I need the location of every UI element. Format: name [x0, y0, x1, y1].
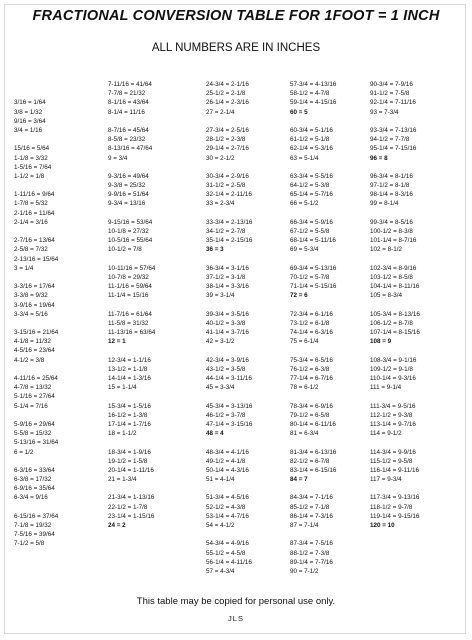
conversion-entry: 33-3/4 = 2-13/16: [206, 218, 253, 226]
row-spacer: [290, 484, 336, 493]
conversion-entry: 52-1/2 = 4-3/8: [206, 503, 246, 511]
conversion-entry: 72-3/4 = 6-1/16: [290, 310, 333, 318]
row-spacer: [290, 392, 336, 401]
conversion-entry: 110-1/4 = 9-3/16: [370, 375, 416, 382]
conversion-entry: 93-3/4 = 7-13/16: [370, 126, 417, 134]
row-spacer: [370, 438, 420, 447]
conversion-entry: 8-13/16 = 47/64: [108, 145, 153, 153]
conversion-entry: 93 = 7-3/4: [370, 108, 399, 116]
row-spacer: [290, 346, 336, 355]
row-spacer: [290, 438, 336, 447]
conversion-entry: 43-1/2 = 3-5/8: [206, 365, 246, 373]
conversion-entry: 10-1/8 = 27/32: [108, 228, 149, 235]
row-spacer: [206, 346, 252, 355]
conversion-entry: 73-1/2 = 6-1/8: [290, 319, 330, 327]
conversion-entry: 117-3/4 = 9-13/16: [370, 494, 420, 502]
table-column-5: [370, 80, 420, 530]
row-spacer: [370, 117, 420, 126]
conversion-entry: 56-1/4 = 4-11/16: [206, 558, 252, 566]
conversion-entry: 111 = 9-1/4: [370, 384, 402, 392]
conversion-entry: 99 = 8-1/4: [370, 200, 399, 208]
conversion-entry: 63 = 5-1/4: [290, 154, 319, 162]
conversion-entry: 27-3/4 = 2-5/16: [206, 126, 249, 134]
conversion-entry: 63-3/4 = 5-5/16: [290, 172, 333, 180]
row-spacer: [14, 365, 58, 374]
row-spacer: [370, 209, 420, 218]
conversion-entry: 66 = 5-1/2: [290, 200, 319, 208]
conversion-entry: 81-3/4 = 6-13/16: [290, 448, 337, 456]
conversion-entry: 3/8 = 1/32: [14, 108, 43, 116]
table-column-2: [108, 80, 155, 530]
table-column-3: [206, 80, 252, 576]
conversion-entry: 7-11/16 = 41/64: [108, 81, 152, 88]
conversion-entry: 6-3/4 = 9/16: [14, 494, 48, 502]
conversion-entry: 55-1/2 = 4-5/8: [206, 549, 246, 557]
conversion-entry: 84-3/4 = 7-1/16: [290, 494, 333, 502]
conversion-entry: 30 = 2-1/2: [206, 154, 235, 162]
conversion-entry: 112-1/2 = 9-3/8: [370, 411, 413, 419]
conversion-entry: 71-1/4 = 5-15/16: [290, 283, 337, 291]
conversion-entry: 89-1/4 = 7-7/16: [290, 558, 333, 566]
conversion-entry: 6 = 1/2: [14, 448, 34, 456]
conversion-entry: 2-7/16 = 13/64: [14, 237, 55, 245]
conversion-entry: 9-9/16 = 51/64: [108, 191, 149, 199]
conversion-entry: 30-3/4 = 2-9/16: [206, 172, 249, 180]
conversion-entry: 4-1/2 = 3/8: [14, 356, 45, 364]
row-spacer: [14, 503, 58, 512]
conversion-entry: 8-5/8 = 23/32: [108, 136, 146, 144]
conversion-entry: 51 = 4-1/4: [206, 476, 235, 484]
conversion-entry: 6-3/16 = 33/64: [14, 466, 55, 474]
conversion-entry: 8-7/16 = 45/64: [108, 126, 149, 134]
conversion-entry: 9-3/4 = 13/16: [108, 200, 146, 208]
conversion-entry: 114 = 9-1/2: [370, 430, 402, 438]
conversion-entry: 36 = 3: [206, 246, 224, 254]
row-spacer: [290, 255, 336, 264]
row-spacer: [14, 181, 58, 190]
conversion-entry: 105-3/4 = 8-13/16: [370, 310, 420, 318]
row-spacer: [108, 117, 155, 126]
row-spacer: [370, 255, 420, 264]
conversion-entry: 15-3/4 = 1-5/16: [108, 402, 151, 410]
conversion-entry: 17-1/4 = 1-7/16: [108, 420, 151, 428]
conversion-entry: 13-1/2 = 1-1/8: [108, 365, 148, 373]
conversion-entry: 92-1/4 = 7-11/16: [370, 99, 416, 107]
table-column-4: [290, 80, 336, 576]
conversion-entry: 68-1/4 = 5-11/16: [290, 237, 336, 245]
conversion-entry: 54-3/4 = 4-9/16: [206, 540, 249, 548]
conversion-entry: 65-1/4 = 5-7/16: [290, 191, 333, 199]
author-initials: JLS: [228, 614, 244, 623]
conversion-entry: 60 = 5: [290, 108, 308, 116]
conversion-entry: 24-3/4 = 2-1/16: [206, 81, 249, 88]
conversion-entry: 35-1/4 = 2-15/16: [206, 237, 253, 245]
conversion-entry: 104-1/4 = 8-11/16: [370, 283, 420, 291]
conversion-entry: 38-1/4 = 3-3/16: [206, 283, 249, 291]
conversion-entry: 47-1/4 = 3-15/16: [206, 420, 253, 428]
conversion-entry: 6-15/16 = 37/64: [14, 512, 59, 520]
conversion-entry: 24 = 2: [108, 522, 126, 529]
conversion-entry: 11-13/16 = 63/64: [108, 329, 156, 337]
conversion-entry: 4-11/16 = 25/64: [14, 375, 58, 383]
conversion-entry: 19-1/2 = 1-5/8: [108, 457, 148, 465]
conversion-entry: 3 = 1/4: [14, 264, 34, 272]
page-subtitle: ALL NUMBERS ARE IN INCHES: [151, 42, 321, 54]
conversion-entry: 32-1/4 = 2-11/16: [206, 191, 252, 199]
conversion-entry: 6-9/16 = 35/64: [14, 485, 55, 493]
conversion-entry: 6-3/8 = 17/32: [14, 476, 52, 484]
conversion-entry: 22-1/2 = 1-7/8: [108, 503, 148, 511]
conversion-entry: 1-1/2 = 1/8: [14, 172, 45, 180]
conversion-entry: 58-1/2 = 4-7/8: [290, 90, 330, 98]
conversion-entry: 1-5/16 = 7/64: [14, 163, 52, 171]
conversion-entry: 49-1/2 = 4-1/8: [206, 457, 246, 465]
conversion-entry: 87 = 7-1/4: [290, 522, 319, 529]
conversion-entry: 76-1/2 = 6-3/8: [290, 365, 330, 373]
conversion-entry: 11-5/8 = 31/32: [108, 319, 149, 327]
conversion-entry: 79-1/2 = 6-5/8: [290, 411, 330, 419]
conversion-entry: 29-1/4 = 2-7/16: [206, 145, 249, 153]
conversion-entry: 59-1/4 = 4-15/16: [290, 99, 337, 107]
conversion-entry: 78 = 6-1/2: [290, 384, 319, 392]
conversion-entry: 10-1/2 = 7/8: [108, 246, 142, 254]
conversion-entry: 42 = 3-1/2: [206, 338, 235, 346]
conversion-entry: 8-1/4 = 11/16: [108, 108, 145, 116]
row-spacer: [108, 438, 155, 447]
row-spacer: [14, 273, 58, 282]
conversion-entry: 15 = 1-1/4: [108, 384, 137, 392]
conversion-entry: 74-1/4 = 6-3/16: [290, 329, 333, 337]
conversion-entry: 7-1/8 = 19/32: [14, 522, 52, 530]
conversion-entry: 72 = 6: [290, 292, 308, 300]
conversion-entry: 85-1/2 = 7-1/8: [290, 503, 330, 511]
conversion-entry: 7-7/8 = 21/32: [108, 90, 146, 98]
conversion-entry: 70-1/2 = 5-7/8: [290, 273, 330, 281]
conversion-entry: 69 = 5-3/4: [290, 246, 319, 254]
conversion-entry: 39-3/4 = 3-5/16: [206, 310, 249, 318]
conversion-entry: 48 = 4: [206, 430, 224, 438]
conversion-entry: 80-1/4 = 6-11/16: [290, 420, 336, 428]
conversion-entry: 75 = 6-1/4: [290, 338, 319, 346]
conversion-entry: 115-1/2 = 9-5/8: [370, 457, 413, 465]
row-spacer: [14, 135, 58, 144]
row-spacer: [108, 301, 155, 310]
conversion-entry: 96 = 8: [370, 154, 388, 162]
conversion-entry: 102-3/4 = 8-9/16: [370, 264, 417, 272]
conversion-entry: 53-1/4 = 4-7/16: [206, 512, 249, 520]
conversion-entry: 81 = 6-3/4: [290, 430, 319, 438]
conversion-entry: 69-3/4 = 5-13/16: [290, 264, 337, 272]
conversion-entry: 103-1/2 = 8-5/8: [370, 273, 413, 281]
conversion-entry: 4-7/8 = 13/32: [14, 384, 52, 392]
conversion-entry: 113-1/4 = 9-7/16: [370, 420, 416, 428]
row-spacer: [14, 227, 58, 236]
conversion-entry: 5-1/16 = 27/64: [14, 393, 55, 401]
conversion-entry: 4-1/8 = 11/32: [14, 338, 51, 346]
conversion-entry: 101-1/4 = 8-7/16: [370, 237, 417, 245]
row-spacer: [14, 457, 58, 466]
conversion-entry: 82-1/2 = 6-7/8: [290, 457, 330, 465]
conversion-entry: 67-1/2 = 5-5/8: [290, 228, 330, 235]
conversion-entry: 84 = 7: [290, 476, 308, 484]
conversion-entry: 95-1/4 = 7-15/16: [370, 145, 417, 153]
conversion-entry: 77-1/4 = 6-7/16: [290, 375, 333, 382]
conversion-entry: 7-5/16 = 39/64: [14, 531, 55, 539]
conversion-entry: 83-1/4 = 6-15/16: [290, 466, 337, 474]
conversion-entry: 108-3/4 = 9-1/16: [370, 356, 417, 364]
conversion-entry: 20-1/4 = 1-11/16: [108, 466, 154, 474]
conversion-entry: 106-1/2 = 8-7/8: [370, 319, 413, 327]
conversion-entry: 23-1/4 = 1-15/16: [108, 512, 155, 520]
conversion-entry: 90-3/4 = 7-9/16: [370, 81, 413, 88]
conversion-entry: 3/16 = 1/64: [14, 99, 46, 107]
conversion-entry: 18 = 1-1/2: [108, 430, 137, 438]
conversion-entry: 48-3/4 = 4-1/16: [206, 448, 249, 456]
row-spacer: [108, 346, 155, 355]
conversion-entry: 98-1/4 = 8-3/16: [370, 191, 413, 199]
conversion-entry: 5-1/4 = 7/16: [14, 402, 48, 410]
conversion-entry: 102 = 8-1/2: [370, 246, 403, 254]
conversion-entry: 26-1/4 = 2-3/16: [206, 99, 249, 107]
conversion-entry: 44-1/4 = 3-11/16: [206, 375, 252, 382]
row-spacer: [206, 209, 252, 218]
row-spacer: [370, 301, 420, 310]
table-column-1: [14, 98, 58, 548]
conversion-entry: 90 = 7-1/2: [290, 567, 319, 575]
row-spacer: [206, 301, 252, 310]
conversion-entry: 3-15/16 = 21/64: [14, 329, 59, 337]
conversion-entry: 2-13/16 = 15/64: [14, 255, 59, 263]
conversion-entry: 10-5/16 = 55/64: [108, 237, 153, 245]
conversion-entry: 5-13/16 = 31/64: [14, 439, 59, 447]
row-spacer: [108, 209, 155, 218]
conversion-entry: 118-1/2 = 9-7/8: [370, 503, 413, 511]
conversion-entry: 1-11/16 = 9/64: [14, 191, 55, 199]
conversion-entry: 7-1/2 = 5/8: [14, 540, 45, 548]
conversion-entry: 42-3/4 = 3-9/16: [206, 356, 249, 364]
conversion-entry: 10-11/16 = 57/64: [108, 264, 156, 272]
row-spacer: [14, 411, 58, 420]
conversion-entry: 28-1/2 = 2-3/8: [206, 136, 246, 144]
conversion-entry: 60-3/4 = 5-1/16: [290, 126, 333, 134]
conversion-entry: 64-1/2 = 5-3/8: [290, 182, 330, 190]
conversion-entry: 3-3/8 = 9/32: [14, 292, 48, 300]
row-spacer: [206, 163, 252, 172]
conversion-entry: 11-7/16 = 61/64: [108, 310, 152, 318]
page-title: FRACTIONAL CONVERSION TABLE FOR 1FOOT = 1 INCH: [32, 8, 440, 24]
conversion-entry: 9-3/8 = 25/32: [108, 182, 146, 190]
conversion-entry: 37-1/2 = 3-1/8: [206, 273, 246, 281]
row-spacer: [206, 438, 252, 447]
conversion-entry: 1-7/8 = 5/32: [14, 200, 48, 208]
conversion-entry: 96-3/4 = 8-1/16: [370, 172, 413, 180]
conversion-entry: 12 = 1: [108, 338, 126, 346]
conversion-entry: 116-1/4 = 9-11/16: [370, 466, 419, 474]
conversion-entry: 94-1/2 = 7-7/8: [370, 136, 410, 144]
conversion-entry: 9-15/16 = 53/64: [108, 218, 153, 226]
conversion-entry: 88-1/2 = 7-3/8: [290, 549, 330, 557]
conversion-entry: 78-3/4 = 6-9/16: [290, 402, 333, 410]
conversion-entry: 9-3/16 = 49/64: [108, 172, 149, 180]
conversion-entry: 61-1/2 = 5-1/8: [290, 136, 330, 144]
conversion-entry: 119-1/4 = 9-15/16: [370, 512, 420, 520]
row-spacer: [206, 255, 252, 264]
conversion-entry: 21 = 1-3/4: [108, 476, 137, 484]
row-spacer: [370, 484, 420, 493]
conversion-entry: 40-1/2 = 3-3/8: [206, 319, 246, 327]
row-spacer: [206, 392, 252, 401]
conversion-entry: 46-1/2 = 3-7/8: [206, 411, 246, 419]
conversion-entry: 57 = 4-3/4: [206, 567, 235, 575]
conversion-entry: 36-3/4 = 3-1/16: [206, 264, 249, 272]
row-spacer: [290, 209, 336, 218]
conversion-entry: 109-1/2 = 9-1/8: [370, 365, 413, 373]
copy-notice: This table may be copied for personal use only.: [136, 596, 336, 607]
conversion-entry: 91-1/2 = 7-5/8: [370, 90, 410, 98]
conversion-entry: 114-3/4 = 9-9/16: [370, 448, 416, 456]
conversion-entry: 86-1/4 = 7-3/16: [290, 512, 333, 520]
conversion-entry: 45 = 3-3/4: [206, 384, 235, 392]
conversion-entry: 66-3/4 = 5-9/16: [290, 218, 333, 226]
conversion-entry: 1-1/8 = 3/32: [14, 154, 48, 162]
conversion-entry: 39 = 3-1/4: [206, 292, 235, 300]
conversion-entry: 97-1/2 = 8-1/8: [370, 182, 410, 190]
row-spacer: [370, 392, 420, 401]
conversion-entry: 25-1/2 = 2-1/8: [206, 90, 246, 98]
conversion-entry: 45-3/4 = 3-13/16: [206, 402, 253, 410]
conversion-entry: 2-1/4 = 3/16: [14, 218, 48, 226]
conversion-entry: 120 = 10: [370, 522, 395, 529]
conversion-entry: 12-3/4 = 1-1/16: [108, 356, 151, 364]
conversion-entry: 3-3/4 = 5/16: [14, 310, 48, 318]
row-spacer: [370, 346, 420, 355]
conversion-entry: 75-3/4 = 6-5/16: [290, 356, 333, 364]
row-spacer: [108, 255, 155, 264]
conversion-entry: 11-1/16 = 59/64: [108, 283, 152, 291]
conversion-entry: 34-1/2 = 2-7/8: [206, 228, 246, 235]
row-spacer: [290, 530, 336, 539]
conversion-entry: 62-1/4 = 5-3/16: [290, 145, 333, 153]
conversion-entry: 51-3/4 = 4-5/16: [206, 494, 249, 502]
conversion-entry: 18-3/4 = 1-9/16: [108, 448, 151, 456]
row-spacer: [206, 530, 252, 539]
row-spacer: [290, 117, 336, 126]
conversion-entry: 21-3/4 = 1-13/16: [108, 494, 155, 502]
conversion-entry: 4-5/16 = 23/64: [14, 347, 55, 355]
conversion-entry: 31-1/2 = 2-5/8: [206, 182, 246, 190]
conversion-entry: 105 = 8-3/4: [370, 292, 403, 300]
row-spacer: [108, 163, 155, 172]
row-spacer: [290, 301, 336, 310]
conversion-entry: 111-3/4 = 9-5/16: [370, 402, 416, 410]
conversion-entry: 100-1/2 = 8-3/8: [370, 228, 413, 235]
conversion-entry: 5-9/16 = 29/64: [14, 420, 55, 428]
row-spacer: [108, 484, 155, 493]
conversion-entry: 87-3/4 = 7-5/16: [290, 540, 333, 548]
conversion-entry: 3-3/16 = 17/64: [14, 283, 55, 291]
conversion-entry: 16-1/2 = 1-3/8: [108, 411, 148, 419]
conversion-entry: 5-5/8 = 15/32: [14, 430, 52, 438]
conversion-entry: 27 = 2-1/4: [206, 108, 235, 116]
conversion-entry: 2-5/8 = 7/32: [14, 246, 48, 254]
conversion-entry: 50-1/4 = 4-3/16: [206, 466, 249, 474]
conversion-entry: 54 = 4-1/2: [206, 522, 235, 529]
conversion-entry: 33 = 2-3/4: [206, 200, 235, 208]
conversion-entry: 10-7/8 = 29/32: [108, 273, 149, 281]
row-spacer: [206, 484, 252, 493]
row-spacer: [14, 319, 58, 328]
row-spacer: [370, 163, 420, 172]
conversion-entry: 11-1/4 = 15/16: [108, 292, 149, 300]
conversion-entry: 15/16 = 5/64: [14, 145, 50, 153]
row-spacer: [206, 117, 252, 126]
conversion-entry: 3-9/16 = 19/64: [14, 301, 55, 309]
conversion-entry: 9 = 3/4: [108, 154, 128, 162]
conversion-entry: 41-1/4 = 3-7/16: [206, 329, 249, 337]
conversion-entry: 9/16 = 3/64: [14, 117, 46, 125]
row-spacer: [108, 392, 155, 401]
conversion-entry: 3/4 = 1/16: [14, 126, 43, 134]
conversion-entry: 107-1/4 = 8-15/16: [370, 329, 420, 337]
conversion-entry: 57-3/4 = 4-13/16: [290, 81, 337, 88]
conversion-entry: 99-3/4 = 8-5/16: [370, 218, 413, 226]
conversion-entry: 14-1/4 = 1-3/16: [108, 375, 151, 382]
conversion-entry: 117 = 9-3/4: [370, 476, 402, 484]
conversion-entry: 8-1/16 = 43/64: [108, 99, 149, 107]
row-spacer: [290, 163, 336, 172]
conversion-entry: 2-1/16 = 11/64: [14, 209, 55, 217]
conversion-entry: 108 = 9: [370, 338, 392, 346]
